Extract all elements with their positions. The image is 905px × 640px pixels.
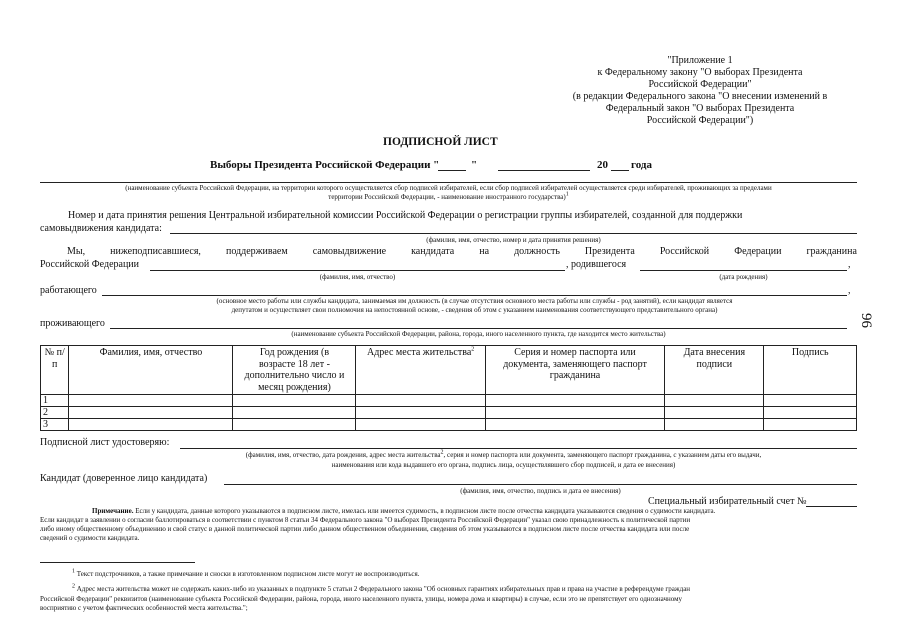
col-address: [356, 346, 485, 395]
col-address-text: Адрес места жительства: [366, 347, 472, 358]
fio-note: (фамилия, имя, отчество, номер и дата принятия решения): [426, 236, 601, 244]
table-cell[interactable]: [69, 419, 233, 431]
certify-note-b: , серия и номер паспорта или документа, заменяющего паспорт гражданина, с указанием даты его выдачи,: [443, 451, 762, 459]
table-cell[interactable]: [485, 407, 664, 419]
we-word: Мы,: [67, 246, 86, 257]
note-line-2: Если кандидат в заявлении о согласии баллотироваться в соответствии с пунктом 8 статьи 34 Федерального закона "О выборах Президента Российской Федерации" указал свою принадлежность к политической партии: [40, 516, 691, 524]
we-line: [40, 246, 857, 258]
table-cell[interactable]: [356, 419, 485, 431]
table-row: [41, 407, 857, 419]
we-word: гражданина: [806, 246, 857, 257]
table-cell[interactable]: [233, 395, 356, 407]
row-number: 3: [41, 419, 69, 431]
appendix-line: Федеральный закон "О выборах Президента: [605, 103, 795, 114]
signatures-table: [40, 345, 857, 431]
work-note-2: депутатом и осуществляет свои полномочия на непостоянной основе, - сведения об этом с указанием наименования соответствующего представительного органа): [231, 306, 718, 314]
col-signature: Подпись: [764, 346, 857, 395]
we-word: нижеподписавшиеся,: [110, 246, 201, 257]
footnote-ref: 2: [440, 449, 444, 456]
appendix-block: [545, 55, 855, 127]
table-cell[interactable]: [233, 419, 356, 431]
note-label: Примечание.: [92, 507, 134, 515]
table-cell[interactable]: [233, 407, 356, 419]
footnote-2-text: Адрес места жительства может не содержать каких-либо из указанных в подпункте 5 статьи 2 Федерального закона "Об основных гарантиях избирательных прав и права на участие в референдуме граждан: [76, 585, 691, 593]
table-cell[interactable]: [665, 395, 764, 407]
we-word: поддерживаем: [225, 246, 288, 257]
decision-text-2: самовыдвижения кандидата:: [40, 223, 162, 234]
note-line-1: [40, 507, 857, 515]
appendix-line: "Приложение 1: [667, 55, 733, 66]
certify-note-a: (фамилия, имя, отчество, дата рождения, адрес места жительства: [245, 451, 441, 459]
we-word: самовыдвижение: [312, 246, 387, 257]
table-cell[interactable]: [356, 395, 485, 407]
we-word: должность: [514, 246, 560, 257]
footnote-2-line-3: восприятию с учетом фактических особенностей места жительства.";: [40, 604, 248, 612]
work-note: (основное место работы или службы кандидата, занимаемая им должность (в случае отсутствия основного места работы или службы - род занятий), если кандидат является: [216, 297, 733, 305]
footnote-2: [72, 585, 857, 593]
account-label: Специальный избирательный счет №: [648, 496, 807, 507]
candidate-label: Кандидат (доверенное лицо кандидата): [40, 473, 208, 484]
page-number: 96: [858, 313, 874, 328]
table-cell[interactable]: [665, 407, 764, 419]
we-word: на: [479, 246, 490, 257]
comma: ,: [848, 285, 851, 296]
living-label: проживающего: [40, 318, 105, 329]
working-label: работающего: [40, 285, 97, 296]
table-cell[interactable]: [764, 395, 857, 407]
appendix-line: к Федеральному закону "О выборах Президента: [597, 67, 803, 78]
table-row: [41, 419, 857, 431]
footnote-ref: 2: [471, 346, 475, 353]
subject-note-text: территории Российской Федерации, - наименование иностранного государства): [328, 193, 566, 201]
subject-note: (наименование субъекта Российской Федерации, на территории которого осуществляется сбор подписей избирателей, если сбор подписей избирателей осуществляется среди избирателей, проживающих за пределами: [125, 184, 772, 192]
appendix-line: (в редакции Федерального закона "О внесении изменений в: [572, 91, 828, 102]
row-number: 2: [41, 407, 69, 419]
born-label: , родившегося: [566, 259, 627, 270]
elections-year-word: года: [631, 159, 652, 171]
footnote-ref: 1: [565, 191, 569, 198]
table-cell[interactable]: [356, 407, 485, 419]
we-word: Федерации: [734, 246, 782, 257]
rf-label: Российской Федерации: [40, 259, 140, 270]
col-number: № п/п: [41, 346, 69, 395]
footnote-ref: 2: [72, 583, 75, 590]
table-cell[interactable]: [485, 419, 664, 431]
col-passport: Серия и номер паспорта или документа, заменяющего паспорт гражданина: [485, 346, 664, 395]
fio-small-note: (фамилия, имя, отчество): [319, 273, 396, 281]
table-cell[interactable]: [69, 407, 233, 419]
candidate-note: (фамилия, имя, отчество, подпись и дата ее внесения): [460, 487, 621, 495]
living-note: (наименование субъекта Российской Федерации, района, города, иного населенного пункта, где находится место жительства): [291, 330, 666, 338]
footnote-1-text: Текст подстрочников, а также примечание и сноски в изготовленном подписном листе могут не воспроизводиться.: [76, 570, 420, 578]
subject-note-2: [40, 193, 857, 201]
footnote-ref: 1: [72, 568, 75, 575]
appendix-line: Российской Федерации": [648, 79, 752, 90]
note-line-3: либо иному общественному объединению и свой статус в данной политической партии либо данном общественном объединении, сведения об этом указываются в подписном листе после отчества кандидата или после: [40, 525, 690, 533]
note-line-4: сведений о судимости кандидата.: [40, 534, 140, 542]
elections-quote: ": [471, 159, 478, 171]
note-text: Если у кандидата, данные которого указываются в подписном листе, имелась или имеется судимость, в подписном листе после отчества кандидата указываются сведения о судимости кандидата.: [133, 507, 716, 515]
col-sign-date: Дата внесения подписи: [665, 346, 764, 395]
elections-year: 20: [597, 159, 608, 171]
footnote-separator: [40, 562, 195, 563]
decision-text: Номер и дата принятия решения Центральной избирательной комиссии Российской Федерации о регистрации группы избирателей, созданной для поддержки: [68, 210, 743, 221]
footnote-2-line-2: Российской Федерации" реквизитов (наименование субъекта Российской Федерации, района, города, иного населенного пункта, улицы, номера дома и квартиры) в случае, если это не препятствует его однозначному: [40, 595, 683, 603]
table-row: [41, 395, 857, 407]
table-cell[interactable]: [764, 407, 857, 419]
comma: ,: [848, 259, 851, 270]
we-word: Российской: [659, 246, 710, 257]
table-cell[interactable]: [485, 395, 664, 407]
we-word: кандидата: [411, 246, 455, 257]
table-cell[interactable]: [69, 395, 233, 407]
table-header-row: [41, 346, 857, 395]
col-birth-year: Год рождения (в возрасте 18 лет - дополнительно число и месяц рождения): [233, 346, 356, 395]
elections-text: Выборы Президента Российской Федерации ": [210, 159, 440, 171]
birth-date-note: (дата рождения): [719, 273, 768, 281]
we-word: Президента: [584, 246, 635, 257]
certify-note: [150, 451, 857, 459]
certify-label: Подписной лист удостоверяю:: [40, 437, 170, 448]
table-cell[interactable]: [764, 419, 857, 431]
row-number: 1: [41, 395, 69, 407]
col-fio: Фамилия, имя, отчество: [69, 346, 233, 395]
certify-note-2: наименования или кода выдавшего его органа, подпись лица, осуществлявшего сбор подписей, и дата ее внесения): [331, 461, 676, 469]
appendix-line: Российской Федерации"): [646, 115, 754, 126]
footnote-1: [72, 570, 852, 578]
table-cell[interactable]: [665, 419, 764, 431]
page-title: ПОДПИСНОЙ ЛИСТ: [383, 136, 498, 148]
